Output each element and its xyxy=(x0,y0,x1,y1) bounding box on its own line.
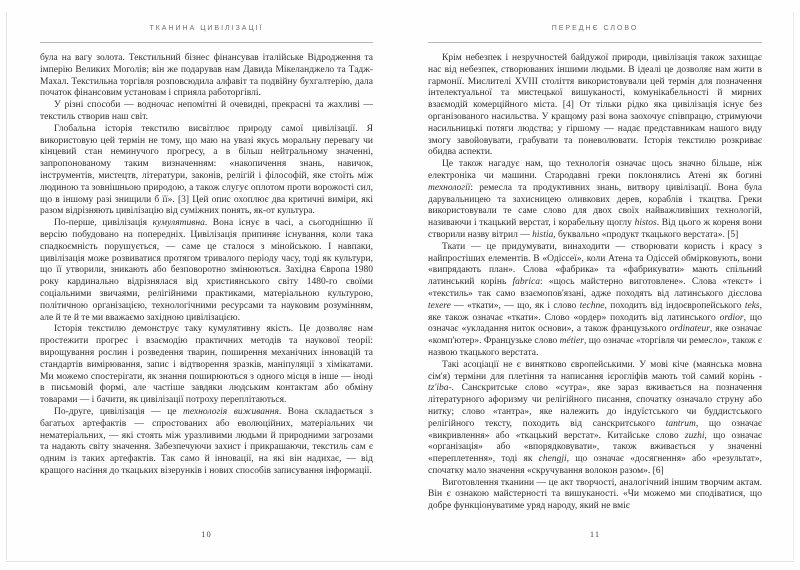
body-text: По-друге, цивілізація — це xyxy=(54,406,184,417)
body-text: — «ткати», — що, як і слово xyxy=(450,300,580,311)
body-text: , походить від індоєвропейського xyxy=(604,300,745,311)
header-rule-right xyxy=(428,42,762,43)
body-text: , що означає «укладання ниток основи», а також французького xyxy=(428,312,762,335)
body-text: Такі асоціації не є винятково європейськими. У мові кіче (маянська мовна сім'я) терміни для плетіння та написання ієрогліфів мають той самий корінь xyxy=(428,359,762,382)
right-page-body xyxy=(428,53,762,513)
paragraph xyxy=(428,53,762,159)
scan-edge-left xyxy=(6,12,7,560)
left-page xyxy=(40,24,373,478)
body-text: . Вона існує в часі, а сьогоднішню її версію побудовано на попередніх. Цивілізація припиняє існування, коли така спадкоємність порушується, — саме це сталося з мінойською. І навпаки, цивілізація може розвиватися протягом тривалого періоду часу, тоді як культури, що її утворили, зникають або безповоротно змінюються. Західна Європа 1980 року кардинально відрізнялася від християнського світу 1480-го своїми соціальними звичаями, релігійними практиками, матеріальною культурою, політичною організацією, технологічними ресурсами та науковим розумінням, але й те й те ми вважаємо західною цивілізацією. xyxy=(40,218,374,323)
body-text: . Санскритське слово «сутра», яке зараз вживається на позначення літературного афоризму чи релігійного писання, спочатку означало струну або нитку; слово «тантра», яке належить до індуїстського чи буддистського релігійного тексту, походить від санскритського xyxy=(428,383,762,429)
italic-text: zuzhi xyxy=(684,430,705,441)
body-text: Крім небезпек і незручностей байдужої природи, цивілізація також захищає нас від небезпек, створюваних іншими людьми. В ідеалі це дозволяє нам жити в гармонії. Мислителі XVIII століття використовували цей термін для позначення інтелектуальної та мистецької вишуканості, комунікабельності й мирних взаємодій комерційного міста. [4] От тільки рідко яка цивілізація існує без організованого насильства. У кращому разі вона заохочує співпрацю, стримуючи насильницькі потяги людства; у гіршому — надає представникам нашого виду змогу завойовувати, грабувати та поневолювати. Історія текстилю розкриває обидва аспекти. xyxy=(428,53,762,158)
body-text: : «щось майстерно виготовлене». Слова «текст» і «текстиль» так само взаємопов'язані, адже походять від латинського дієслова xyxy=(428,277,762,299)
paragraph xyxy=(40,324,373,407)
italic-text: кумулятивна xyxy=(152,218,205,229)
left-page-body xyxy=(40,53,373,478)
scan-edge-bottom xyxy=(6,561,794,562)
italic-text: технології xyxy=(428,182,471,193)
body-text: : ремесла та продуктивних знань, витвору цивілізації. Вона була дарувальницею та захисницею оливкових дерев, кораблів і ткацтва. Греки використовували те саме слово для двох своїх найважливіших технологій, називаючи і ткацький верстат, і корабельну щоглу xyxy=(428,182,762,229)
body-text: , яке також означає «ткати». Слово «ордер» походить від латинського xyxy=(428,300,762,323)
italic-text: ordinateur xyxy=(669,324,710,335)
body-text: , буквально «продукт ткацького верстата». [5] xyxy=(553,229,739,240)
body-text: Глобальна історія текстилю висвітлює природу самої цивілізації. Я використовую цей термін не тому, що маю на увазі якусь моральну перевагу чи кінцевий стан неминучого прогресу, а в більш нейтральному значенні, запропонованому таким визначенням: «накопичення знань, навичок, інструментів, мистецтв, літератури, законів, релігій і філософій, яке стоїть між людиною та зовнішньою природою, а також слугує оплотом проти ворожості сил, що в іншому разі знищили б її». [3] Цей опис охоплює два критичні виміри, які разом відрізняють цивілізацію від суміжних понять, як-от культура. xyxy=(40,123,373,217)
body-text: була на вагу золота. Текстильний бізнес фінансував італійське Відродження та імперію Великих Моголів; він же подарував нам Давида Мікеланджело та Тадж-Махал. Текстильна торгівля розповсюдила алфавіт та подвійну бухгалтерію, дала початок фінансовим установам і сприяла работоргівлі. xyxy=(40,53,373,99)
italic-text: -tz'iba- xyxy=(428,371,762,394)
header-rule-left xyxy=(40,42,373,43)
paragraph xyxy=(40,100,373,124)
body-text: , що означає «організація» або «впорядковувати», також вживається у значенні «переплетення», тоді як xyxy=(428,430,763,465)
right-page xyxy=(428,24,762,513)
paragraph xyxy=(40,124,373,218)
paragraph xyxy=(40,407,373,478)
running-header-right: ПЕРЕДНЄ СЛОВО xyxy=(551,25,639,32)
paragraph xyxy=(40,53,373,100)
italic-text: métier xyxy=(559,336,584,347)
italic-text: techne xyxy=(579,300,605,311)
body-text: Історія текстилю демонструє таку кумулятивну якість. Це дозволяє нам простежити прогрес і взаємодію практичних методів та наукової теорії: вирощування рослин і розведення тварин, поширення механічних інновацій та стандартів вимірювання, запис і відтворення зразків, маніпуляції з хімікатами. Ми можемо спостерігати, як знання поширюються з одного місця в інше — іноді в письмовій формі, але частіше завдяки людським контактам або обміну товарами — і бачити, як цивілізації потроху переплітаються. xyxy=(40,324,373,406)
italic-text: технологія виживання xyxy=(183,406,279,417)
body-text: , що означає «досягнення» або «результат», спочатку мало значення «скручування волокон разом». [6] xyxy=(428,454,762,476)
paragraph xyxy=(40,218,373,324)
italic-text: teks xyxy=(744,300,760,311)
scan-edge-right xyxy=(793,12,794,560)
body-text: По-перше, цивілізація xyxy=(54,218,153,229)
body-text: . Вона складається з багатьох артефактів — спростованих або еволюційних, матеріальних чи нематеріальних, — які стоять між уразливими людьми й природними загрозами та надають світу значення. Забезпечуючи захист і прикрашаючи, текстиль сам є одним із таких артефактів. Так само й інновації, на які він надихає, — від кращого насіння до ткацьких візерунків і нових способів записування інформації. xyxy=(40,406,373,476)
body-text: Виготовлення тканини — це акт творчості, аналогічний іншим творчим актам. Він є ознакою майстерності та вишуканості. «Чи можемо ми сподіватися, що добре функціонуватиме уряд народу, який не вміє xyxy=(428,477,762,512)
body-text: , що означає «торгівля чи ремесло», також є назвою ткацького верстата. xyxy=(428,336,762,358)
body-text: , що означає «викривлення» або «ткацький верстат». Китайське слово xyxy=(428,418,763,441)
italic-text: ordior xyxy=(719,312,744,323)
body-text: У різні способи — водночас непомітні й очевидні, прекрасні та жахливі — текстиль створив наш світ. xyxy=(40,100,373,122)
italic-text: texere xyxy=(428,300,451,311)
running-header-left: ТКАНИНА ЦИВІЛІЗАЦІЇ xyxy=(149,25,264,32)
page-number-left: 10 xyxy=(201,529,212,539)
italic-text: tantrum xyxy=(665,418,696,429)
italic-text: histia xyxy=(532,229,554,240)
paragraph xyxy=(428,242,762,360)
body-text: , яке означає «комп'ютер». Французьке слово xyxy=(428,324,762,347)
paragraph xyxy=(428,159,762,242)
paragraph xyxy=(428,478,762,513)
body-text: Ткати — це придумувати, винаходити — створювати користь і красу з найпростіших елементів. В «Одіссеї», коли Атена та Одіссей обмірковують, вони «випрядають план». Слова «фабрика» та «фабрикувати» мають спільний латинський корінь xyxy=(428,241,762,288)
italic-text: histos xyxy=(634,218,657,229)
paragraph xyxy=(428,360,762,478)
body-text: Це також нагадує нам, що технологія означає щось значно більше, ніж електроніка чи машини. Стародавні греки поклонялись Атені як богині xyxy=(428,159,762,181)
page-number-right: 11 xyxy=(589,529,601,539)
italic-text: chengji xyxy=(538,454,567,465)
body-text: . Від цього ж кореня вони створили назву вітрил — xyxy=(428,218,763,240)
italic-text: fabrica xyxy=(512,277,540,288)
